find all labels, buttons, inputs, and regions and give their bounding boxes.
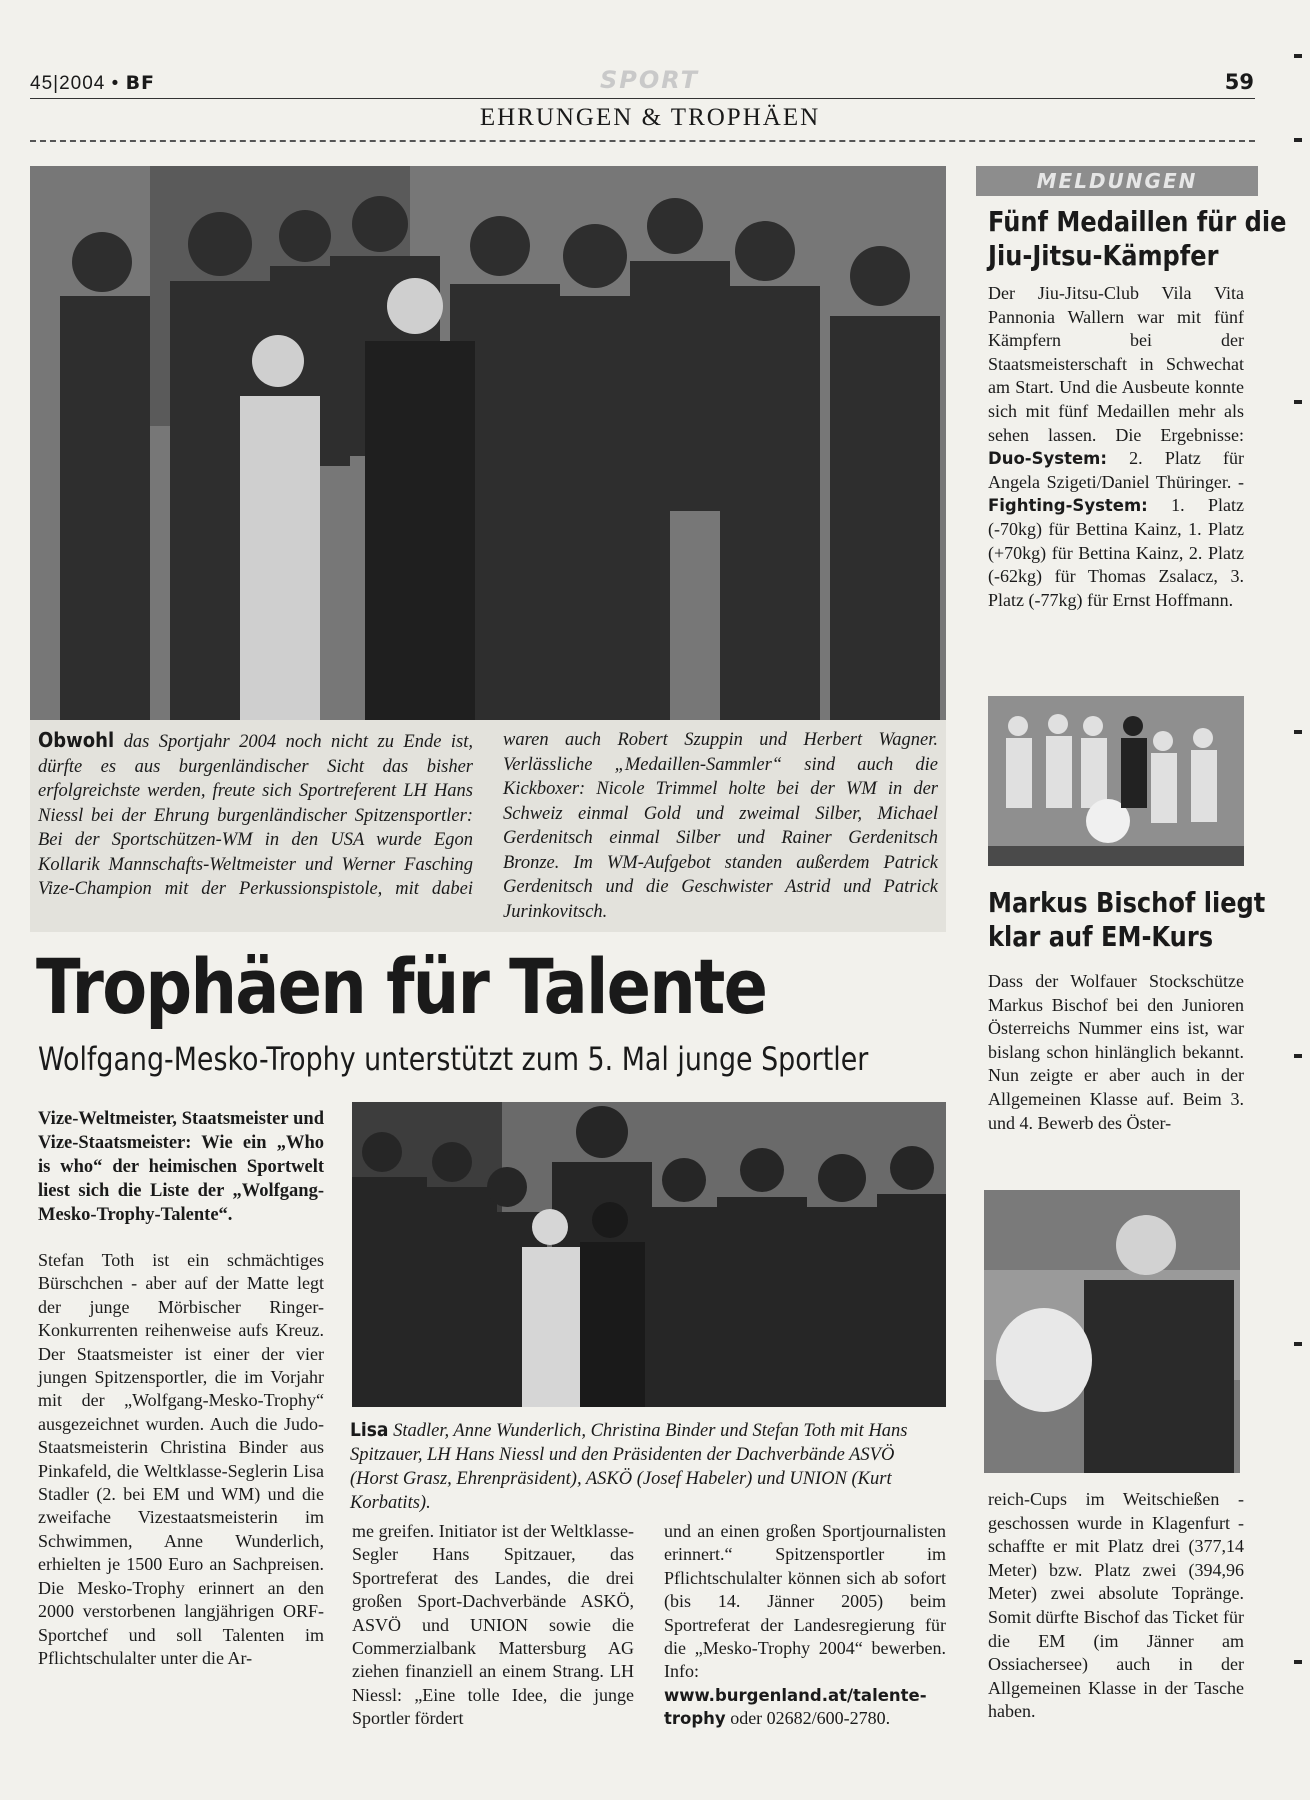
dashed-divider	[30, 140, 1255, 142]
header-rule	[30, 98, 1255, 99]
article-intro: Vize-Weltmeister, Staatsmeister und Vize-Staatsmeister: Wie ein „Who is who“ der heimischen Sportwelt liest sich die Liste der „Wolfgang-Mesko-Trophy-Talente“.	[38, 1109, 324, 1225]
sidebar-headline-1-line-1: Fünf Medaillen für die	[988, 205, 1287, 238]
jiu-jitsu-team-photo	[988, 696, 1244, 866]
fighting-system-text: 1. Platz (-70kg) für Bettina Kainz, 1. Platz (+70kg) für Bettina Kainz, 2. Platz (-62kg) für Thomas Zsalacz, 3. Platz (-77kg) für Ernst Hoffmann.	[988, 495, 1244, 610]
trophy-caption-text: Stadler, Anne Wunderlich, Christina Binder und Stefan Toth mit Hans Spitzauer, LH Hans Niessl und den Präsidenten der Dachverbände ASVÖ (Horst Grasz, Ehrenpräsident), ASKÖ (Josef Habeler) und UNION (Kurt Korbatits).	[350, 1421, 908, 1513]
caption-text: das Sportjahr 2004 noch nicht zu Ende ist, dürfte es aus burgenländischer Sicht das bisher erfolgreichste werden, freute sich Sportreferent LH Hans Niessl bei der Ehrung burgenländischer Spitzensportler: Bei der Sportschützen-WM in den USA wurde Egon Kollarik Mannschafts-Weltmeister und Werner Fasching Vize-Champion mit der Perkussionspistole, mit dabei waren auch Robert Szuppin und Herbert Wagner. Verlässliche „Medaillen-Sammler“ sind auch die Kickboxer: Nicole Trimmel holte bei der WM in der Schweiz einmal Gold und zweimal Silber, Michael Gerdenitsch einmal Silber und Rainer Gerdenitsch Bronze. Im WM-Aufgebot standen außerdem Patrick Gerdenitsch und die Geschwister Astrid und Patrick Jurinkovitsch.	[38, 730, 938, 922]
article-body-2: me greifen. Initiator ist der Weltklasse-Segler Hans Spitzauer, das Sportreferat des Landes, die drei großen Sport-Dachverbände ASKÖ, ASVÖ und UNION sowie die Commerzialbank Mattersburg AG ziehen finanziell an einem Strang. LH Niessl: „Eine tolle Idee, die junge Sportler fördert	[352, 1521, 634, 1729]
sidebar-headline-1-line-2: Jiu-Jitsu-Kämpfer	[988, 239, 1219, 272]
margin-mark	[1294, 138, 1302, 142]
trophy-photo-caption	[350, 1418, 946, 1515]
trophy-group-photo	[352, 1102, 946, 1407]
group-photo-award-ceremony	[30, 166, 946, 721]
sidebar-headline-1	[988, 205, 1287, 273]
issue-number: 45|2004	[30, 73, 106, 94]
info-link[interactable]: www.burgenland.at/talente-trophy	[664, 1685, 927, 1729]
margin-mark	[1294, 54, 1302, 58]
page-title: EHRUNGEN & TROPHÄEN	[479, 104, 821, 131]
margin-mark	[1294, 1660, 1302, 1664]
sidebar-text-1	[988, 282, 1244, 612]
sidebar-headline-2-line-2: klar auf EM-Kurs	[988, 920, 1214, 953]
stock-sport-player-photo	[984, 1190, 1240, 1473]
article-body-3	[664, 1520, 946, 1731]
publication-name: BF	[125, 72, 156, 94]
article-body-3-text: und an einen großen Sportjournalisten erinnert.“ Spitzensportler im Pflichtschulalter können sich ab sofort (bis 14. Jänner 2005) beim Sportreferat der Landesregierung für die „Mesko-Trophy 2004“ bewerben. Info:	[664, 1521, 946, 1682]
article-headline: Trophäen für Talente	[36, 942, 767, 1031]
margin-mark	[1294, 1342, 1302, 1346]
issue-info	[30, 72, 155, 95]
article-body-1: Stefan Toth ist ein schmächtiges Bürschchen - aber auf der Matte legt der junge Mörbischer Ringer-Konkurrenten reihenweise aufs Kreuz. Der Staatsmeister ist einer der vier jungen Spitzensportler, die im Vorjahr mit der „Wolfgang-Mesko-Trophy“ ausgezeichnet wurden. Auch die Judo-Staatsmeisterin Christina Binder aus Pinkafeld, die Weltklasse-Seglerin Lisa Stadler (2. bei EM und WM) und die zweifache Vizestaatsmeisterin im Schwimmen, Anne Wunderlich, erhielten je 1500 Euro an Sachpreisen. Die Mesko-Trophy erinnert an den 2000 verstorbenen langjährigen ORF-Sportchef und soll Talenten im Pflichtschulalter unter die Ar-	[38, 1250, 324, 1668]
margin-mark	[1294, 1054, 1302, 1058]
main-photo-caption	[38, 728, 938, 924]
sidebar-text-2-bottom: reich-Cups im Weitschießen - geschossen wurde in Klagenfurt - schaffte er mit Platz drei (377,14 Meter) bzw. Platz zwei (394,96 Meter) zwei absolute Topränge. Somit dürfte Bischof das Ticket für die EM (im Jänner am Ossiachersee) auch in der Allgemeinen Klasse in der Tasche haben.	[988, 1489, 1244, 1722]
article-subheadline: Wolfgang-Mesko-Trophy unterstützt zum 5. Mal junge Sportler	[38, 1040, 869, 1078]
photo-silhouettes	[30, 166, 946, 721]
fighting-system-label: Fighting-System:	[988, 496, 1148, 516]
bullet: •	[111, 73, 120, 94]
margin-mark	[1294, 730, 1302, 734]
trophy-caption-lead: Lisa	[350, 1419, 389, 1441]
jiu-jitsu-silhouettes	[988, 696, 1244, 866]
page-number: 59	[1224, 70, 1254, 94]
duo-system-label: Duo-System:	[988, 449, 1107, 469]
article-body-3-end: oder 02682/600-2780.	[725, 1708, 891, 1729]
duo-system-text: 2. Platz für Angela Szigeti/Daniel Thüringer. -	[988, 448, 1244, 492]
sidebar-headline-2	[988, 886, 1265, 954]
caption-lead-word: Obwohl	[38, 728, 115, 752]
player-silhouette	[984, 1190, 1240, 1473]
article-column-3	[664, 1520, 946, 1731]
article-column-2	[352, 1520, 634, 1731]
sidebar-headline-2-line-1: Markus Bischof liegt	[988, 886, 1266, 919]
sidebar-text-2-top: Dass der Wolfauer Stockschütze Markus Bischof bei den Junioren Österreichs Nummer eins ist, war bislang schon hinlänglich bekannt. Nun zeigte er aber auch in der Allgemeinen Klasse auf. Beim 3. und 4. Bewerb des Öster-	[988, 971, 1244, 1133]
article-column-1	[38, 1107, 324, 1670]
sidebar-label: MELDUNGEN	[976, 166, 1258, 196]
section-label: SPORT	[600, 66, 700, 94]
sidebar-text-1-intro: Der Jiu-Jitsu-Club Vila Vita Pannonia Wallern war mit fünf Kämpfern bei der Staatsmeisterschaft in Schwechat am Start. Und die Ausbeute konnte sich mit fünf Medaillen mehr als sehen lassen. Die Ergebnisse:	[988, 283, 1244, 445]
margin-mark	[1294, 400, 1302, 404]
trophy-photo-silhouettes	[352, 1102, 946, 1407]
